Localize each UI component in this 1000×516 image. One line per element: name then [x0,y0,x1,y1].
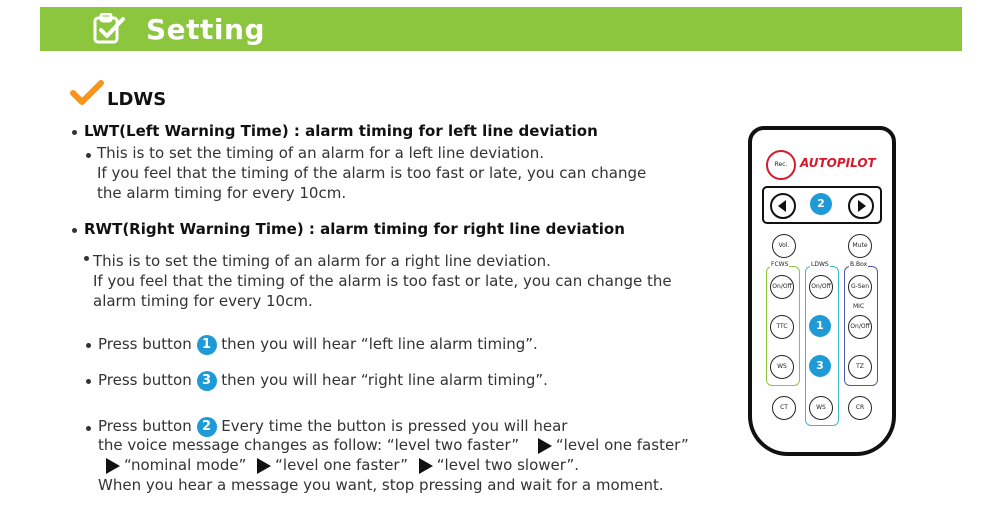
bullet [86,153,91,158]
bullet [84,256,89,261]
ldws-onoff-button: On/Off [809,275,833,299]
rec-button: Rec. [766,150,796,180]
lwt-line2: If you feel that the timing of the alarm is too fast or late, you can change [97,164,647,182]
bullet [86,426,91,431]
press2-line4: When you hear a message you want, stop pressing and wait for a moment. [98,476,664,494]
ldws-ws-button: WS [809,396,833,420]
press2-line2 [98,435,689,455]
lwt-heading: LWT(Left Warning Time) : alarm timing for left line deviation [84,122,598,140]
section-title: LDWS [107,89,167,110]
ldws-number-1: 1 [809,315,831,337]
nav-pad [762,186,882,224]
press2-line1 [98,416,567,437]
bullet [72,130,77,135]
number-badge-1: 1 [197,335,217,355]
press1-after: then you will hear “left line alarm timing”. [221,335,538,353]
fcws-onoff-button: On/Off [770,275,794,299]
mic-label: MIC [853,303,865,310]
press2-line2b: “level one faster” [555,436,689,454]
mic-onoff-button: On/Off [848,315,872,339]
press1-line [98,334,538,355]
mute-button: Mute [848,234,872,258]
ct-button: CT [772,396,796,420]
vol-button: Vol. [772,234,796,258]
ldws-label: LDWS [811,261,829,268]
number-badge-2: 2 [197,417,217,437]
press2-after: Every time the button is pressed you will hear [221,417,568,435]
rwt-heading: RWT(Right Warning Time) : alarm timing for right line deviation [84,220,625,238]
fcws-ws-button: WS [770,355,794,379]
page-title: Setting [146,13,265,46]
lwt-line3: the alarm timing for every 10cm. [97,184,347,202]
clipboard-check-icon [92,13,126,49]
remote-control [748,126,896,456]
header-banner [40,7,962,51]
arrow-right-icon [538,438,552,454]
ldws-number-3: 3 [809,355,831,377]
arrow-left-icon [770,193,796,219]
rwt-line3: alarm timing for every 10cm. [93,292,313,310]
press2-line2a: the voice message changes as follow: “level two faster” [98,436,520,454]
checkmark-icon [70,80,104,110]
press3-line [98,370,548,391]
rwt-line2: If you feel that the timing of the alarm is too fast or late, you can change the [93,272,672,290]
press2-line3b: “level one faster” [275,456,408,474]
press2-line3c: “level two slower”. [436,456,580,474]
bbox-label: B.Box [850,261,868,268]
bullet [86,379,91,384]
press3-after: then you will hear “right line alarm timing”. [221,371,548,389]
nav-number-2: 2 [810,193,832,215]
lwt-line1: This is to set the timing of an alarm for a left line deviation. [97,144,544,162]
cr-button: CR [848,396,872,420]
press1-before: Press button [98,335,192,353]
brand-logo: AUTOPILOT [800,156,876,170]
arrow-right-icon [848,193,874,219]
press2-line3a: “nominal mode” [124,456,247,474]
arrow-right-icon [106,458,120,474]
press2-line3 [104,455,579,475]
bullet [72,228,77,233]
press2-before: Press button [98,417,192,435]
tz-button: TZ [848,355,872,379]
press3-before: Press button [98,371,192,389]
arrow-right-icon [419,458,433,474]
arrow-right-icon [257,458,271,474]
fcws-label: FCWS [771,261,789,268]
rwt-line1: This is to set the timing of an alarm for a right line deviation. [93,252,551,270]
ttc-button: TTC [770,315,794,339]
gsen-button: G-Sen [848,275,872,299]
bullet [86,343,91,348]
number-badge-3: 3 [197,371,217,391]
